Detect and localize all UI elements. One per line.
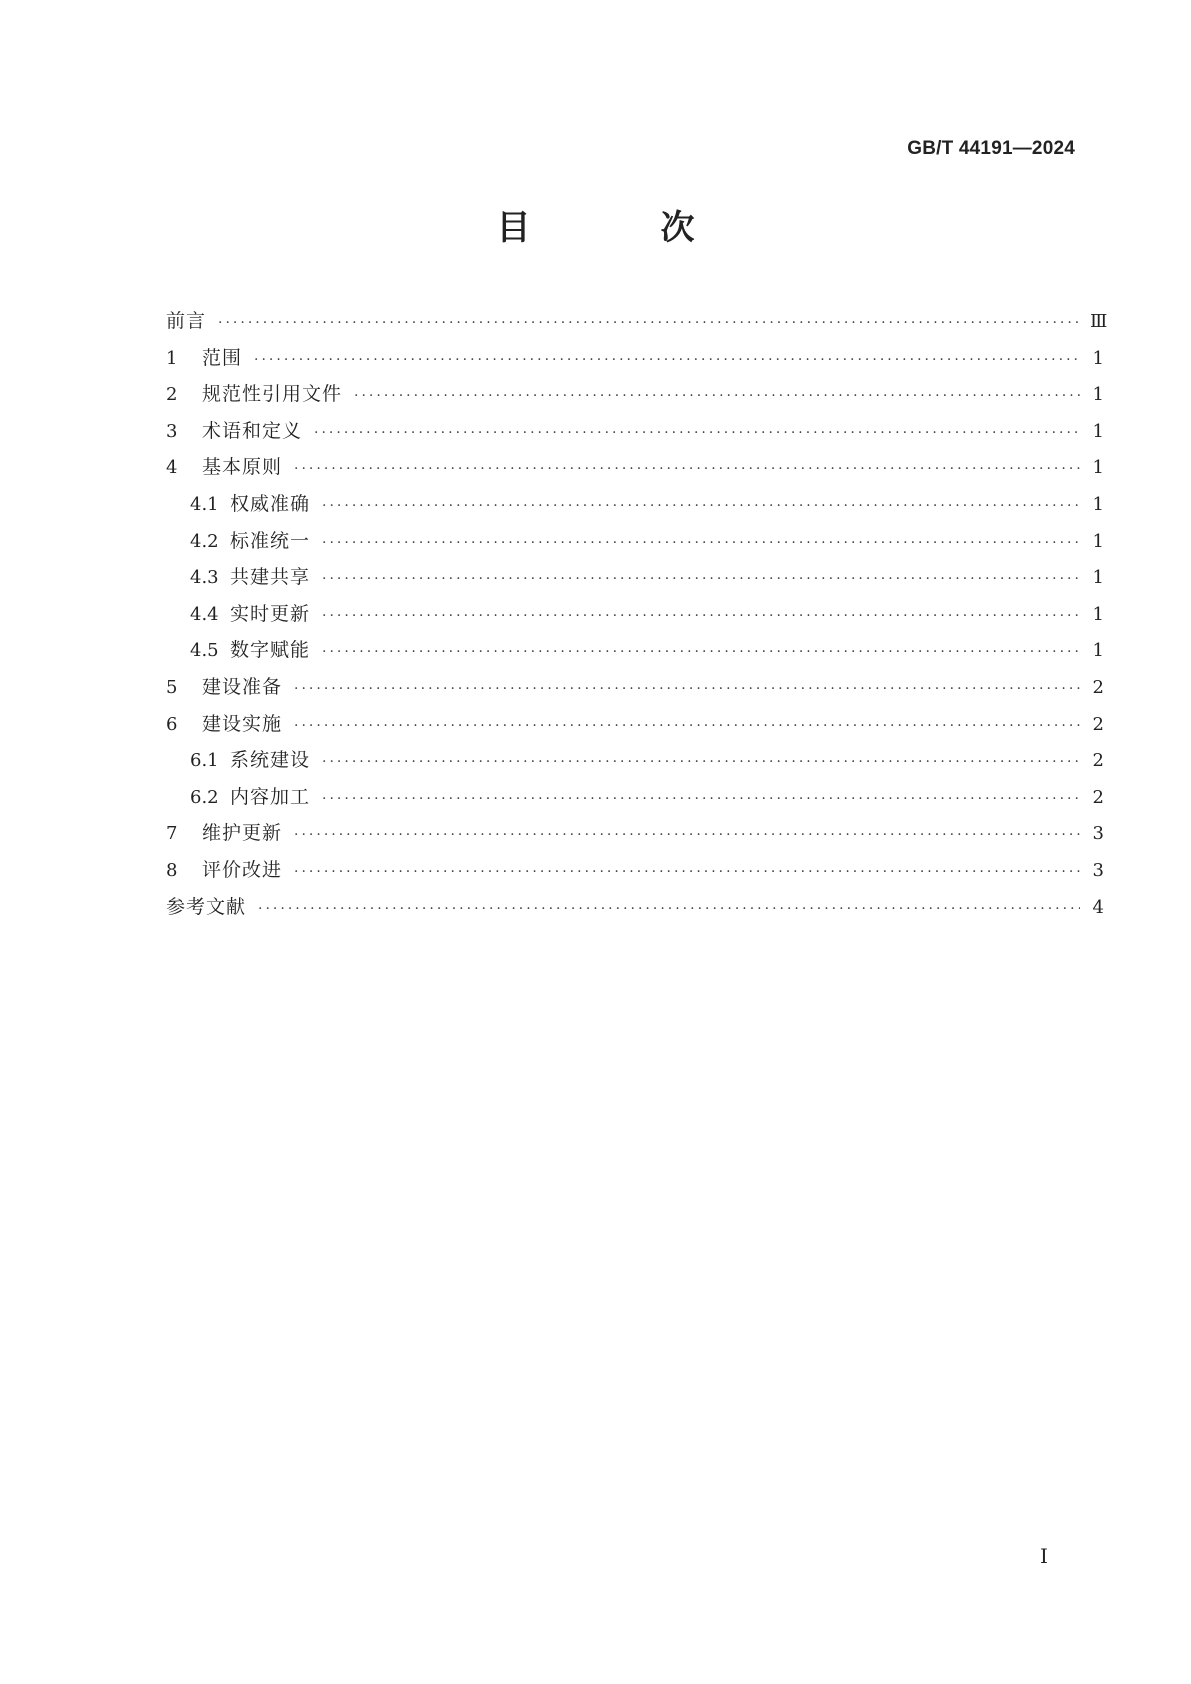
toc-entry-number: 6 bbox=[166, 713, 178, 735]
toc-entry-page: 3 bbox=[1092, 823, 1104, 845]
toc-entry-label: 术语和定义 bbox=[202, 419, 303, 442]
toc-entry-number: 4.1 bbox=[190, 493, 219, 515]
toc-entry-label: 标准统一 bbox=[230, 529, 311, 552]
toc-entry-page: 1 bbox=[1092, 384, 1104, 406]
toc-entry[interactable] bbox=[166, 376, 1104, 413]
toc-entry[interactable] bbox=[166, 340, 1104, 377]
toc-entry-label: 评价改进 bbox=[202, 858, 283, 881]
toc-entry[interactable] bbox=[166, 486, 1104, 523]
toc-entry-page: 1 bbox=[1092, 420, 1104, 442]
dot-leader bbox=[322, 561, 1080, 598]
toc-entry[interactable] bbox=[166, 632, 1104, 669]
toc-entry-page: 1 bbox=[1092, 347, 1104, 369]
dot-leader bbox=[322, 488, 1080, 525]
toc-entry-number: 5 bbox=[166, 676, 178, 698]
toc-entry-number: 1 bbox=[166, 347, 178, 369]
toc-entry[interactable] bbox=[166, 559, 1104, 596]
toc-entry-label: 系统建设 bbox=[230, 749, 311, 772]
dot-leader bbox=[294, 708, 1080, 745]
toc-title: 目 次 bbox=[496, 208, 743, 248]
toc-entry-label: 建设实施 bbox=[202, 712, 283, 735]
toc-entry-number: 3 bbox=[166, 420, 178, 442]
toc-entry-label: 维护更新 bbox=[202, 822, 283, 845]
toc-entry-number: 4.2 bbox=[190, 530, 219, 552]
dot-leader bbox=[354, 378, 1080, 415]
toc-entry-page: 2 bbox=[1092, 676, 1104, 698]
toc-entry-page: 4 bbox=[1092, 896, 1104, 918]
toc-entry-label: 规范性引用文件 bbox=[202, 383, 343, 406]
toc-entry-label: 实时更新 bbox=[230, 602, 311, 625]
dot-leader bbox=[294, 671, 1080, 708]
toc-entry-page: 2 bbox=[1092, 786, 1104, 808]
toc-entry-label: 参考文献 bbox=[166, 895, 247, 918]
dot-leader bbox=[294, 451, 1080, 488]
dot-leader bbox=[314, 415, 1080, 452]
toc-entry-label: 建设准备 bbox=[202, 675, 283, 698]
toc-entry-number: 4.4 bbox=[190, 603, 219, 625]
toc-entry-label: 范围 bbox=[202, 346, 243, 369]
toc-entry-number: 4 bbox=[166, 457, 178, 479]
toc-entry-page: Ⅲ bbox=[1090, 311, 1108, 332]
toc-entry-page: 1 bbox=[1092, 603, 1104, 625]
toc-entry[interactable] bbox=[166, 815, 1104, 852]
toc-entry[interactable] bbox=[166, 449, 1104, 486]
dot-leader bbox=[322, 781, 1080, 818]
standard-code: GB/T 44191—2024 bbox=[907, 138, 1075, 159]
toc-entry-page: 2 bbox=[1092, 713, 1104, 735]
toc-entry[interactable] bbox=[166, 596, 1104, 633]
toc-entry-label: 前言 bbox=[166, 310, 207, 332]
toc-entry[interactable] bbox=[166, 706, 1104, 743]
dot-leader bbox=[322, 598, 1080, 635]
dot-leader bbox=[218, 305, 1080, 342]
toc-entry[interactable] bbox=[166, 889, 1104, 926]
toc-entry-page: 1 bbox=[1092, 457, 1104, 479]
toc-entry-page: 1 bbox=[1092, 567, 1104, 589]
toc-entry-number: 8 bbox=[166, 859, 178, 881]
toc-entry-page: 1 bbox=[1092, 640, 1104, 662]
toc-entry[interactable] bbox=[166, 779, 1104, 816]
toc-entry[interactable] bbox=[166, 413, 1104, 450]
dot-leader bbox=[322, 634, 1080, 671]
toc-entry-number: 4.5 bbox=[190, 640, 219, 662]
dot-leader bbox=[294, 817, 1080, 854]
toc-entry-number: 6.1 bbox=[190, 750, 219, 772]
dot-leader bbox=[322, 744, 1080, 781]
toc-entry-number: 7 bbox=[166, 823, 178, 845]
toc-entry[interactable] bbox=[166, 852, 1104, 889]
toc-entry-page: 1 bbox=[1092, 530, 1104, 552]
toc-entry-number: 6.2 bbox=[190, 786, 219, 808]
toc-entry[interactable] bbox=[166, 669, 1104, 706]
page-number: Ⅰ bbox=[1040, 1544, 1048, 1568]
dot-leader bbox=[258, 891, 1080, 928]
toc-entry[interactable] bbox=[166, 523, 1104, 560]
toc-entry-label: 共建共享 bbox=[230, 566, 311, 589]
dot-leader bbox=[322, 525, 1080, 562]
toc-entry-page: 2 bbox=[1092, 750, 1104, 772]
toc-entry[interactable] bbox=[166, 303, 1108, 340]
toc-entry-page: 3 bbox=[1092, 859, 1104, 881]
table-of-contents bbox=[166, 303, 1108, 925]
toc-entry-label: 内容加工 bbox=[230, 785, 311, 808]
toc-entry[interactable] bbox=[166, 742, 1104, 779]
toc-entry-label: 数字赋能 bbox=[230, 639, 311, 662]
dot-leader bbox=[294, 854, 1080, 891]
toc-entry-page: 1 bbox=[1092, 493, 1104, 515]
toc-entry-label: 基本原则 bbox=[202, 456, 283, 479]
toc-entry-number: 4.3 bbox=[190, 567, 219, 589]
dot-leader bbox=[254, 342, 1080, 379]
toc-entry-number: 2 bbox=[166, 384, 178, 406]
toc-entry-label: 权威准确 bbox=[230, 492, 311, 515]
